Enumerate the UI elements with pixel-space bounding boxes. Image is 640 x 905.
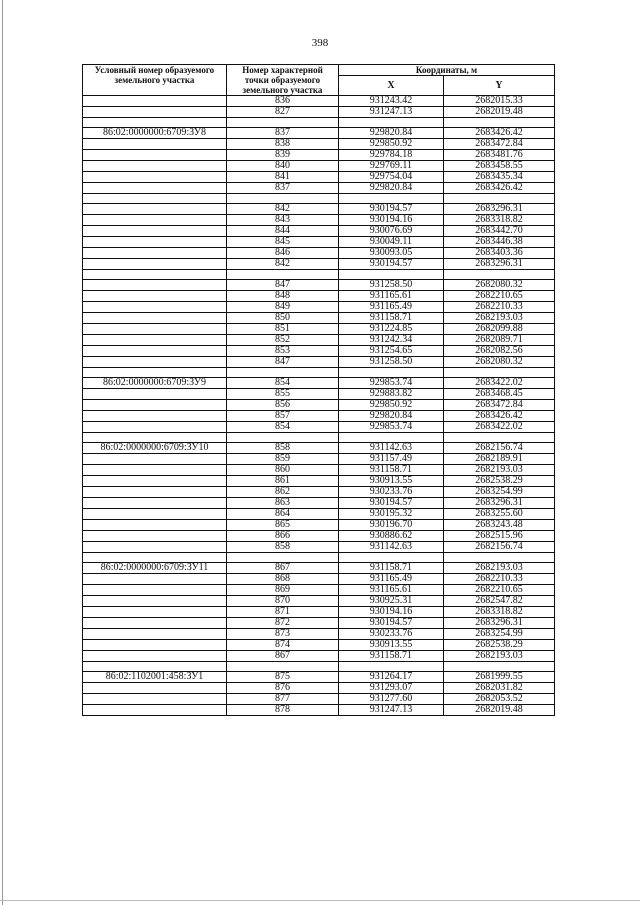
- table-row: [83, 248, 555, 259]
- parcel-cell: [83, 574, 227, 585]
- table-row: [83, 422, 555, 433]
- point-cell: 860: [227, 465, 339, 476]
- y-cell: 2683442.70: [444, 226, 555, 237]
- point-cell: 875: [227, 672, 339, 683]
- x-cell: 930233.76: [339, 487, 444, 498]
- parcel-cell: [83, 694, 227, 705]
- x-cell: 930913.55: [339, 476, 444, 487]
- y-cell: 2683468.45: [444, 389, 555, 400]
- y-cell: 2682210.33: [444, 574, 555, 585]
- x-cell: 929820.84: [339, 411, 444, 422]
- empty-cell: [444, 433, 555, 443]
- table-row: [83, 531, 555, 542]
- y-cell: 2681999.55: [444, 672, 555, 683]
- parcel-cell: [83, 357, 227, 368]
- y-cell: 2683255.60: [444, 509, 555, 520]
- parcel-cell: [83, 302, 227, 313]
- table-row: [83, 443, 555, 454]
- header-y: Y: [444, 76, 555, 96]
- y-cell: 2683435.34: [444, 172, 555, 183]
- point-cell: 877: [227, 694, 339, 705]
- point-cell: 856: [227, 400, 339, 411]
- table-row: [83, 335, 555, 346]
- y-cell: 2682193.03: [444, 563, 555, 574]
- y-cell: 2683481.76: [444, 150, 555, 161]
- point-cell: 837: [227, 183, 339, 194]
- x-cell: 930233.76: [339, 629, 444, 640]
- point-cell: 864: [227, 509, 339, 520]
- x-cell: 929853.74: [339, 422, 444, 433]
- y-cell: 2682031.82: [444, 683, 555, 694]
- x-cell: 931165.49: [339, 302, 444, 313]
- table-row: [83, 454, 555, 465]
- table-row: [83, 487, 555, 498]
- header-point-number: Номер характерной точки образуемого земельного участка: [227, 65, 339, 96]
- x-cell: 931224.85: [339, 324, 444, 335]
- table-row: [83, 618, 555, 629]
- x-cell: 930194.16: [339, 607, 444, 618]
- point-cell: 841: [227, 172, 339, 183]
- y-cell: 2682515.96: [444, 531, 555, 542]
- table-row: [83, 672, 555, 683]
- table-row: [83, 683, 555, 694]
- x-cell: 931158.71: [339, 651, 444, 662]
- point-cell: 862: [227, 487, 339, 498]
- point-cell: 867: [227, 651, 339, 662]
- parcel-cell: 86:02:1102001:458:ЗУ1: [83, 672, 227, 683]
- point-cell: 858: [227, 542, 339, 553]
- parcel-cell: [83, 411, 227, 422]
- point-cell: 855: [227, 389, 339, 400]
- table-row: [83, 596, 555, 607]
- x-cell: 931243.42: [339, 96, 444, 107]
- y-cell: 2682156.74: [444, 443, 555, 454]
- table-row: [83, 651, 555, 662]
- spacer-row: [83, 368, 555, 378]
- y-cell: 2682080.32: [444, 357, 555, 368]
- x-cell: 929853.74: [339, 378, 444, 389]
- point-cell: 846: [227, 248, 339, 259]
- x-cell: 930194.57: [339, 498, 444, 509]
- y-cell: 2683318.82: [444, 607, 555, 618]
- x-cell: 930925.31: [339, 596, 444, 607]
- x-cell: 930886.62: [339, 531, 444, 542]
- table-row: [83, 215, 555, 226]
- x-cell: 931158.71: [339, 563, 444, 574]
- empty-cell: [227, 553, 339, 563]
- parcel-cell: [83, 139, 227, 150]
- point-cell: 843: [227, 215, 339, 226]
- x-cell: 931165.61: [339, 585, 444, 596]
- parcel-cell: [83, 465, 227, 476]
- spacer-row: [83, 553, 555, 563]
- y-cell: 2682080.32: [444, 280, 555, 291]
- y-cell: 2682210.65: [444, 585, 555, 596]
- y-cell: 2683446.38: [444, 237, 555, 248]
- table-row: [83, 357, 555, 368]
- empty-cell: [339, 662, 444, 672]
- header-coordinates: Координаты, м: [339, 65, 555, 76]
- y-cell: 2683296.31: [444, 618, 555, 629]
- table-row: [83, 563, 555, 574]
- x-cell: 930194.57: [339, 618, 444, 629]
- parcel-cell: [83, 161, 227, 172]
- table-row: [83, 237, 555, 248]
- point-cell: 854: [227, 378, 339, 389]
- x-cell: 931264.17: [339, 672, 444, 683]
- spacer-row: [83, 662, 555, 672]
- point-cell: 838: [227, 139, 339, 150]
- x-cell: 931142.63: [339, 542, 444, 553]
- table-row: [83, 607, 555, 618]
- y-cell: 2682210.65: [444, 291, 555, 302]
- x-cell: 930093.05: [339, 248, 444, 259]
- parcel-cell: [83, 520, 227, 531]
- y-cell: 2682193.03: [444, 651, 555, 662]
- x-cell: 929850.92: [339, 400, 444, 411]
- y-cell: 2683403.36: [444, 248, 555, 259]
- empty-cell: [444, 270, 555, 280]
- point-cell: 840: [227, 161, 339, 172]
- table-row: [83, 574, 555, 585]
- y-cell: 2682547.82: [444, 596, 555, 607]
- y-cell: 2682156.74: [444, 542, 555, 553]
- table-row: [83, 107, 555, 118]
- y-cell: 2683472.84: [444, 400, 555, 411]
- x-cell: 930194.57: [339, 204, 444, 215]
- parcel-cell: [83, 324, 227, 335]
- x-cell: 929820.84: [339, 128, 444, 139]
- empty-cell: [339, 368, 444, 378]
- point-cell: 876: [227, 683, 339, 694]
- x-cell: 930195.32: [339, 509, 444, 520]
- table-row: [83, 226, 555, 237]
- point-cell: 844: [227, 226, 339, 237]
- table-row: [83, 640, 555, 651]
- parcel-cell: [83, 585, 227, 596]
- y-cell: 2683254.99: [444, 487, 555, 498]
- point-cell: 842: [227, 259, 339, 270]
- parcel-cell: [83, 542, 227, 553]
- table-body: [83, 96, 555, 716]
- parcel-cell: 86:02:0000000:6709:ЗУ10: [83, 443, 227, 454]
- y-cell: 2683472.84: [444, 139, 555, 150]
- point-cell: 869: [227, 585, 339, 596]
- coordinates-table: [82, 64, 555, 716]
- empty-cell: [339, 194, 444, 204]
- point-cell: 842: [227, 204, 339, 215]
- empty-cell: [83, 662, 227, 672]
- point-cell: 839: [227, 150, 339, 161]
- parcel-cell: [83, 607, 227, 618]
- table-row: [83, 291, 555, 302]
- x-cell: 931293.07: [339, 683, 444, 694]
- point-cell: 878: [227, 705, 339, 716]
- table-row: [83, 139, 555, 150]
- x-cell: 931157.49: [339, 454, 444, 465]
- table-row: [83, 378, 555, 389]
- y-cell: 2683458.55: [444, 161, 555, 172]
- table-row: [83, 498, 555, 509]
- point-cell: 857: [227, 411, 339, 422]
- table-row: [83, 509, 555, 520]
- x-cell: 931158.71: [339, 313, 444, 324]
- x-cell: 930196.70: [339, 520, 444, 531]
- empty-cell: [339, 553, 444, 563]
- parcel-cell: [83, 248, 227, 259]
- table-row: [83, 411, 555, 422]
- empty-cell: [83, 194, 227, 204]
- x-cell: 929820.84: [339, 183, 444, 194]
- empty-cell: [83, 553, 227, 563]
- point-cell: 865: [227, 520, 339, 531]
- table-row: [83, 400, 555, 411]
- spacer-row: [83, 433, 555, 443]
- y-cell: 2683296.31: [444, 498, 555, 509]
- parcel-cell: [83, 618, 227, 629]
- x-cell: 931258.50: [339, 357, 444, 368]
- parcel-cell: [83, 335, 227, 346]
- parcel-cell: [83, 651, 227, 662]
- parcel-cell: [83, 596, 227, 607]
- y-cell: 2682538.29: [444, 476, 555, 487]
- x-cell: 930194.16: [339, 215, 444, 226]
- point-cell: 853: [227, 346, 339, 357]
- empty-cell: [444, 194, 555, 204]
- point-cell: 849: [227, 302, 339, 313]
- y-cell: 2682019.48: [444, 107, 555, 118]
- x-cell: 930049.11: [339, 237, 444, 248]
- table-row: [83, 313, 555, 324]
- x-cell: 929850.92: [339, 139, 444, 150]
- parcel-cell: [83, 172, 227, 183]
- parcel-cell: [83, 346, 227, 357]
- point-cell: 836: [227, 96, 339, 107]
- table-row: [83, 694, 555, 705]
- empty-cell: [83, 368, 227, 378]
- parcel-cell: [83, 531, 227, 542]
- parcel-cell: [83, 259, 227, 270]
- y-cell: 2683426.42: [444, 183, 555, 194]
- spacer-row: [83, 194, 555, 204]
- parcel-cell: [83, 291, 227, 302]
- parcel-cell: 86:02:0000000:6709:ЗУ9: [83, 378, 227, 389]
- x-cell: 931242.34: [339, 335, 444, 346]
- table-row: [83, 389, 555, 400]
- table-row: [83, 128, 555, 139]
- empty-cell: [444, 368, 555, 378]
- y-cell: 2682053.52: [444, 694, 555, 705]
- y-cell: 2682099.88: [444, 324, 555, 335]
- parcel-cell: [83, 280, 227, 291]
- empty-cell: [227, 194, 339, 204]
- y-cell: 2682089.71: [444, 335, 555, 346]
- parcel-cell: [83, 498, 227, 509]
- y-cell: 2683422.02: [444, 422, 555, 433]
- parcel-cell: [83, 629, 227, 640]
- y-cell: 2683426.42: [444, 128, 555, 139]
- x-cell: 931254.65: [339, 346, 444, 357]
- table-row: [83, 629, 555, 640]
- point-cell: 866: [227, 531, 339, 542]
- empty-cell: [444, 553, 555, 563]
- parcel-cell: 86:02:0000000:6709:ЗУ8: [83, 128, 227, 139]
- parcel-cell: [83, 640, 227, 651]
- y-cell: 2682019.48: [444, 705, 555, 716]
- point-cell: 859: [227, 454, 339, 465]
- point-cell: 861: [227, 476, 339, 487]
- y-cell: 2682082.56: [444, 346, 555, 357]
- empty-cell: [227, 662, 339, 672]
- y-cell: 2683254.99: [444, 629, 555, 640]
- x-cell: 929754.04: [339, 172, 444, 183]
- x-cell: 931142.63: [339, 443, 444, 454]
- spacer-row: [83, 270, 555, 280]
- empty-cell: [227, 270, 339, 280]
- point-cell: 863: [227, 498, 339, 509]
- parcel-cell: [83, 107, 227, 118]
- table-row: [83, 465, 555, 476]
- parcel-cell: [83, 96, 227, 107]
- parcel-cell: [83, 313, 227, 324]
- x-cell: 931277.60: [339, 694, 444, 705]
- empty-cell: [444, 118, 555, 128]
- empty-cell: [339, 270, 444, 280]
- parcel-cell: [83, 237, 227, 248]
- point-cell: 847: [227, 280, 339, 291]
- point-cell: 872: [227, 618, 339, 629]
- empty-cell: [339, 118, 444, 128]
- x-cell: 931258.50: [339, 280, 444, 291]
- table-row: [83, 161, 555, 172]
- parcel-cell: [83, 215, 227, 226]
- x-cell: 931165.61: [339, 291, 444, 302]
- y-cell: 2682538.29: [444, 640, 555, 651]
- empty-cell: [227, 433, 339, 443]
- parcel-cell: [83, 183, 227, 194]
- point-cell: 848: [227, 291, 339, 302]
- point-cell: 827: [227, 107, 339, 118]
- point-cell: 852: [227, 335, 339, 346]
- page-number: 398: [311, 37, 329, 49]
- parcel-cell: [83, 400, 227, 411]
- parcel-cell: [83, 487, 227, 498]
- point-cell: 871: [227, 607, 339, 618]
- y-cell: 2682193.03: [444, 313, 555, 324]
- y-cell: 2682210.33: [444, 302, 555, 313]
- table-row: [83, 96, 555, 107]
- y-cell: 2682193.03: [444, 465, 555, 476]
- parcel-cell: [83, 476, 227, 487]
- table-row: [83, 280, 555, 291]
- point-cell: 858: [227, 443, 339, 454]
- header-parcel-number: Условный номер образуемого земельного участка: [83, 65, 227, 96]
- y-cell: 2683243.48: [444, 520, 555, 531]
- point-cell: 851: [227, 324, 339, 335]
- parcel-cell: [83, 150, 227, 161]
- empty-cell: [83, 270, 227, 280]
- parcel-cell: [83, 226, 227, 237]
- point-cell: 874: [227, 640, 339, 651]
- table-row: [83, 183, 555, 194]
- table-row: [83, 705, 555, 716]
- parcel-cell: [83, 389, 227, 400]
- point-cell: 868: [227, 574, 339, 585]
- x-cell: 931158.71: [339, 465, 444, 476]
- x-cell: 930194.57: [339, 259, 444, 270]
- x-cell: 930076.69: [339, 226, 444, 237]
- x-cell: 931165.49: [339, 574, 444, 585]
- table-row: [83, 204, 555, 215]
- y-cell: 2683296.31: [444, 204, 555, 215]
- empty-cell: [83, 118, 227, 128]
- parcel-cell: [83, 683, 227, 694]
- parcel-cell: [83, 204, 227, 215]
- parcel-cell: 86:02:0000000:6709:ЗУ11: [83, 563, 227, 574]
- empty-cell: [227, 118, 339, 128]
- y-cell: 2682189.91: [444, 454, 555, 465]
- table-row: [83, 542, 555, 553]
- x-cell: 929883.82: [339, 389, 444, 400]
- parcel-cell: [83, 705, 227, 716]
- x-cell: 930913.55: [339, 640, 444, 651]
- table-row: [83, 585, 555, 596]
- point-cell: 854: [227, 422, 339, 433]
- empty-cell: [339, 433, 444, 443]
- table-row: [83, 172, 555, 183]
- spacer-row: [83, 118, 555, 128]
- table-row: [83, 520, 555, 531]
- point-cell: 837: [227, 128, 339, 139]
- table-row: [83, 302, 555, 313]
- y-cell: 2683426.42: [444, 411, 555, 422]
- x-cell: 929784.18: [339, 150, 444, 161]
- point-cell: 845: [227, 237, 339, 248]
- point-cell: 867: [227, 563, 339, 574]
- y-cell: 2683422.02: [444, 378, 555, 389]
- y-cell: 2682015.33: [444, 96, 555, 107]
- table-row: [83, 259, 555, 270]
- scan-left-edge: [2, 0, 3, 905]
- parcel-cell: [83, 422, 227, 433]
- x-cell: 931247.13: [339, 107, 444, 118]
- x-cell: 931247.13: [339, 705, 444, 716]
- empty-cell: [227, 368, 339, 378]
- scan-bottom-edge: [0, 900, 640, 901]
- point-cell: 850: [227, 313, 339, 324]
- table-row: [83, 346, 555, 357]
- parcel-cell: [83, 509, 227, 520]
- parcel-cell: [83, 454, 227, 465]
- table-row: [83, 324, 555, 335]
- point-cell: 847: [227, 357, 339, 368]
- y-cell: 2683318.82: [444, 215, 555, 226]
- point-cell: 873: [227, 629, 339, 640]
- table-row: [83, 150, 555, 161]
- empty-cell: [83, 433, 227, 443]
- header-x: X: [339, 76, 444, 96]
- point-cell: 870: [227, 596, 339, 607]
- x-cell: 929769.11: [339, 161, 444, 172]
- y-cell: 2683296.31: [444, 259, 555, 270]
- empty-cell: [444, 662, 555, 672]
- table-row: [83, 476, 555, 487]
